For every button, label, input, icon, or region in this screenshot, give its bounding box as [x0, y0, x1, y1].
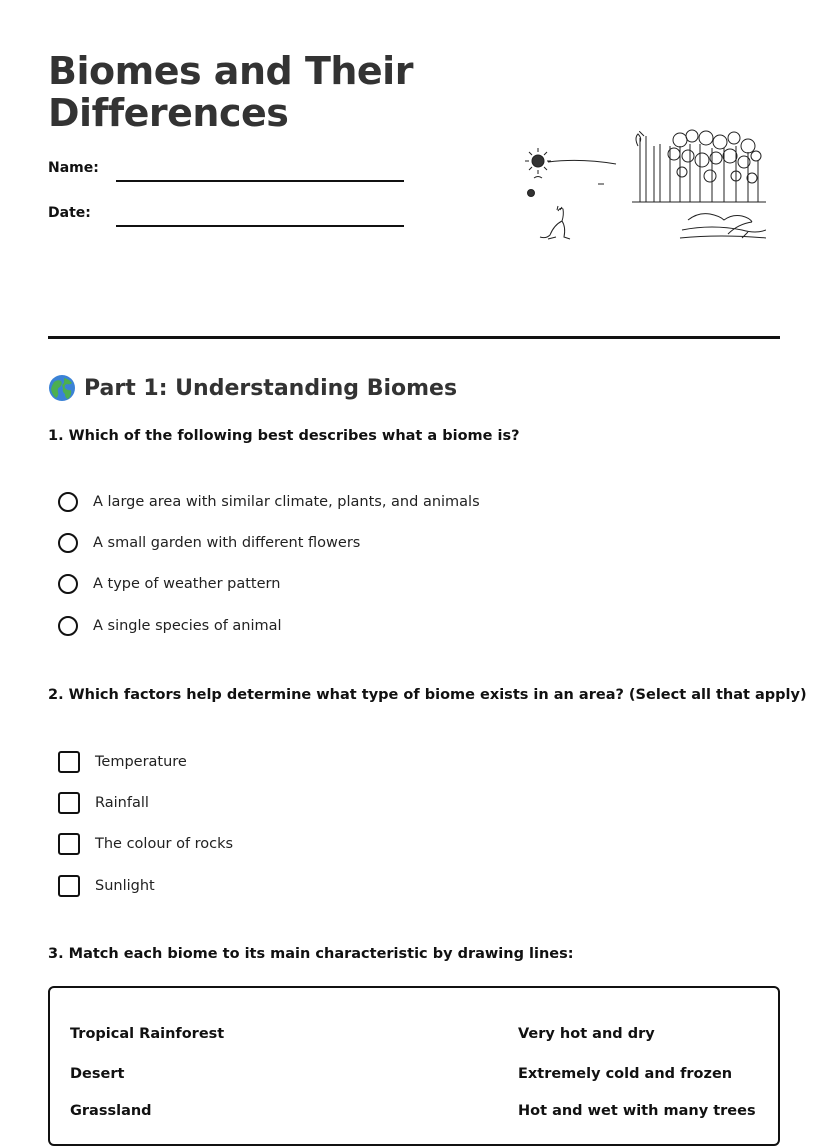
option-label: A large area with similar climate, plants, and animals	[93, 494, 480, 510]
radio-button[interactable]	[58, 616, 78, 636]
q2-option[interactable]	[58, 751, 187, 773]
kangaroo-icon	[540, 206, 570, 239]
q1-option[interactable]	[58, 492, 480, 512]
date-field[interactable]	[116, 225, 404, 227]
q1-option[interactable]	[58, 533, 360, 553]
biome-item[interactable]: Tropical Rainforest	[70, 1026, 225, 1042]
section-divider	[48, 336, 780, 339]
checkbox[interactable]	[58, 751, 80, 773]
name-field[interactable]	[116, 180, 404, 182]
tundra-icon	[680, 214, 766, 238]
q1-option[interactable]	[58, 574, 280, 594]
characteristic-item[interactable]: Hot and wet with many trees	[518, 1103, 756, 1119]
sun-icon	[525, 148, 551, 174]
q2-option[interactable]	[58, 875, 155, 897]
checkbox[interactable]	[58, 792, 80, 814]
option-label: Rainfall	[95, 795, 149, 811]
characteristic-item[interactable]: Extremely cold and frozen	[518, 1066, 733, 1082]
worksheet-title: Biomes and Their Differences	[48, 49, 413, 135]
question-2: 2. Which factors help determine what type of biome exists in an area? (Select all that apply)	[48, 687, 807, 703]
biome-item[interactable]: Desert	[70, 1066, 125, 1082]
checkbox[interactable]	[58, 833, 80, 855]
biome-illustration	[520, 126, 766, 250]
globe-icon	[48, 374, 76, 402]
option-label: A small garden with different flowers	[93, 535, 361, 551]
date-label: Date:	[48, 205, 91, 221]
name-label: Name:	[48, 160, 99, 176]
radio-button[interactable]	[58, 533, 78, 553]
radio-button[interactable]	[58, 574, 78, 594]
option-label: Temperature	[95, 754, 187, 770]
part1-heading	[48, 374, 457, 402]
matching-box	[48, 986, 780, 1146]
option-label: A type of weather pattern	[93, 576, 281, 592]
rainforest-icon	[632, 130, 766, 202]
radio-button[interactable]	[58, 492, 78, 512]
q1-option[interactable]	[58, 616, 282, 636]
option-label: Sunlight	[95, 878, 155, 894]
question-1: 1. Which of the following best describes what a biome is?	[48, 428, 520, 444]
q2-option[interactable]	[58, 833, 233, 855]
option-label: A single species of animal	[93, 618, 282, 634]
option-label: The colour of rocks	[95, 836, 234, 852]
characteristic-item[interactable]: Very hot and dry	[518, 1026, 655, 1042]
q2-option[interactable]	[58, 792, 149, 814]
question-3: 3. Match each biome to its main characteristic by drawing lines:	[48, 946, 574, 962]
part1-title: Part 1: Understanding Biomes	[84, 375, 458, 401]
biome-item[interactable]: Grassland	[70, 1103, 152, 1119]
checkbox[interactable]	[58, 875, 80, 897]
